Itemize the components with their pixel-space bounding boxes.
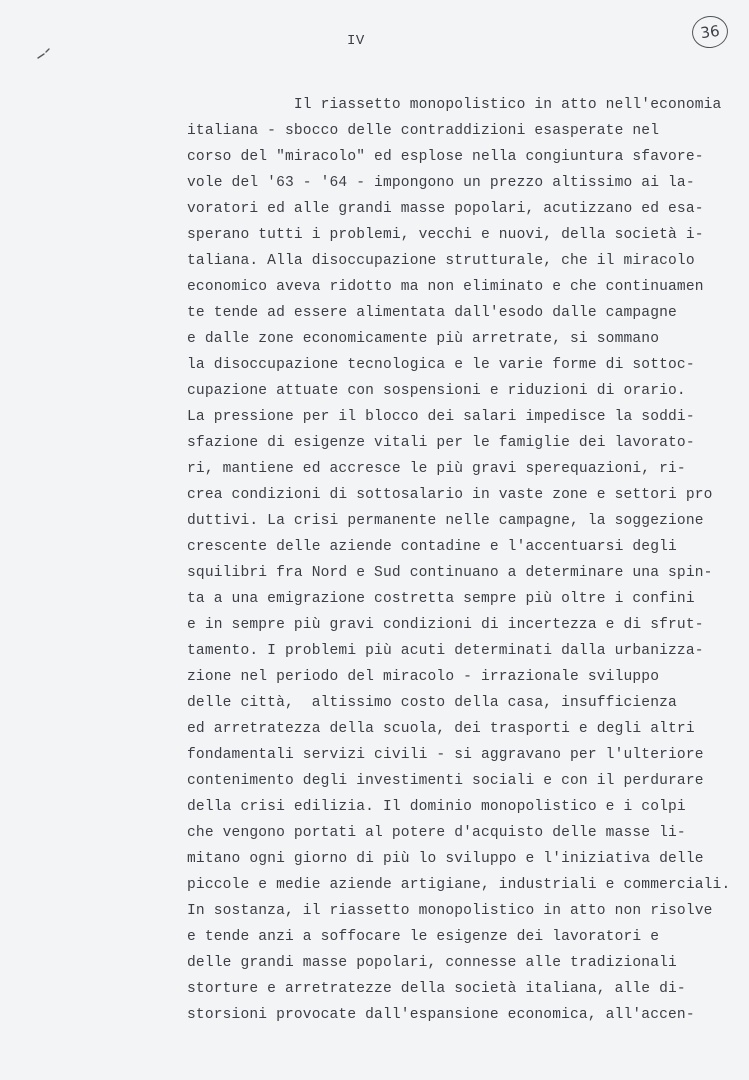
text-line: ta a una emigrazione costretta sempre più oltre i confini: [187, 591, 695, 607]
text-line: tamento. I problemi più acuti determinati dalla urbanizza-: [187, 643, 704, 659]
text-line: fondamentali servizi civili - si aggravano per l'ulteriore: [187, 747, 704, 763]
page-number: IV: [347, 33, 365, 49]
text-line: storture e arretratezze della società italiana, alle di-: [187, 981, 686, 997]
text-line: della crisi edilizia. Il dominio monopolistico e i colpi: [187, 799, 686, 815]
text-line: crescente delle aziende contadine e l'accentuarsi degli: [187, 539, 677, 555]
text-line: te tende ad essere alimentata dall'esodo dalle campagne: [187, 305, 677, 321]
text-line: ed arretratezza della scuola, dei trasporti e degli altri: [187, 721, 695, 737]
text-line: piccole e medie aziende artigiane, industriali e commerciali.: [187, 877, 731, 893]
pen-mark-icon: [36, 46, 52, 60]
text-line: la disoccupazione tecnologica e le varie forme di sottoc-: [187, 357, 695, 373]
text-line: delle grandi masse popolari, connesse alle tradizionali: [187, 955, 677, 971]
text-line: taliana. Alla disoccupazione strutturale, che il miracolo: [187, 253, 695, 269]
text-line: corso del "miracolo" ed esplose nella congiuntura sfavore-: [187, 149, 704, 165]
text-line: sfazione di esigenze vitali per le famiglie dei lavorato-: [187, 435, 695, 451]
text-line: che vengono portati al potere d'acquisto delle masse li-: [187, 825, 686, 841]
text-line: ri, mantiene ed accresce le più gravi sperequazioni, ri-: [187, 461, 686, 477]
text-line: duttivi. La crisi permanente nelle campagne, la soggezione: [187, 513, 704, 529]
text-line: e in sempre più gravi condizioni di incertezza e di sfrut-: [187, 617, 704, 633]
text-line: sperano tutti i problemi, vecchi e nuovi, della società i-: [187, 227, 704, 243]
text-line: economico aveva ridotto ma non eliminato e che continuamen: [187, 279, 704, 295]
text-line: cupazione attuate con sospensioni e riduzioni di orario.: [187, 383, 686, 399]
text-line: e tende anzi a soffocare le esigenze dei lavoratori e: [187, 929, 660, 945]
text-line: voratori ed alle grandi masse popolari, acutizzano ed esa-: [187, 201, 704, 217]
text-line: mitano ogni giorno di più lo sviluppo e l'iniziativa delle: [187, 851, 704, 867]
text-line: italiana - sbocco delle contraddizioni esasperate nel: [187, 123, 660, 139]
text-line: crea condizioni di sottosalario in vaste zone e settori pro: [187, 487, 713, 503]
archive-page-stamp: 36: [690, 14, 730, 51]
text-line: delle città, altissimo costo della casa, insufficienza: [187, 695, 677, 711]
text-line: Il riassetto monopolistico in atto nell'economia: [187, 97, 722, 113]
text-line: storsioni provocate dall'espansione economica, all'accen-: [187, 1007, 695, 1023]
text-line: vole del '63 - '64 - impongono un prezzo altissimo ai la-: [187, 175, 695, 191]
text-line: contenimento degli investimenti sociali e con il perdurare: [187, 773, 704, 789]
text-line: squilibri fra Nord e Sud continuano a determinare una spin-: [187, 565, 713, 581]
text-line: In sostanza, il riassetto monopolistico in atto non risolve: [187, 903, 713, 919]
text-line: La pressione per il blocco dei salari impedisce la soddi-: [187, 409, 695, 425]
text-line: e dalle zone economicamente più arretrate, si sommano: [187, 331, 660, 347]
text-line: zione nel periodo del miracolo - irrazionale sviluppo: [187, 669, 660, 685]
